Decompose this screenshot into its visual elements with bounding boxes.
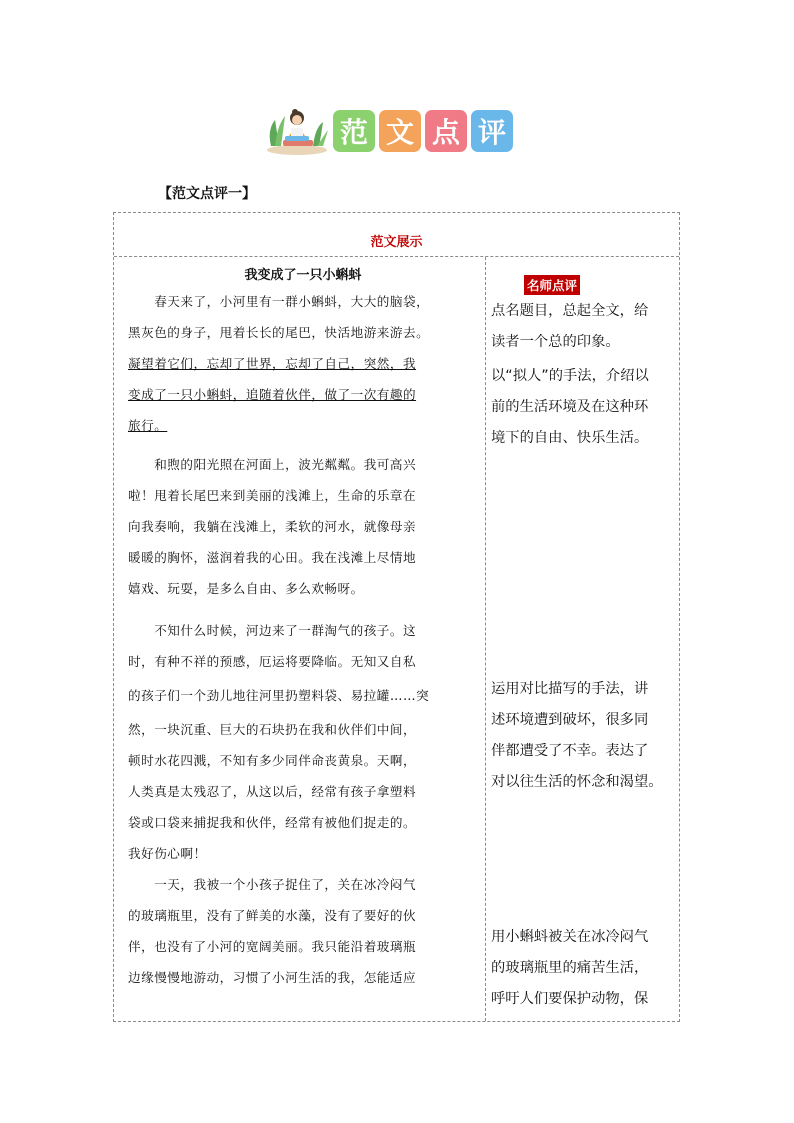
comment-line: 呼吁人们要保护动物，保 bbox=[491, 991, 649, 1007]
column-divider bbox=[485, 257, 486, 1021]
comment-line: 运用对比描写的手法，讲 bbox=[491, 681, 649, 697]
essay-line: 然，一块沉重、巨大的石块扔在我和伙伴们中间， bbox=[128, 722, 417, 737]
comment-block bbox=[491, 674, 677, 798]
banner-tile: 文 bbox=[379, 110, 421, 152]
essay-line: 凝望着它们，忘却了世界，忘却了自己，突然，我 bbox=[128, 356, 417, 371]
essay-line: 我好伤心啊！ bbox=[128, 846, 207, 861]
essay-line: 的玻璃瓶里，没有了鲜美的水藻，没有了要好的伙 bbox=[128, 908, 417, 923]
banner bbox=[265, 106, 513, 156]
reading-girl-illustration bbox=[265, 106, 329, 156]
essay-line: 暖暖的胸怀，滋润着我的心田。我在浅滩上尽情地 bbox=[128, 550, 417, 565]
comment-line: 以“拟人”的手法，介绍以 bbox=[491, 368, 649, 384]
section-label: 【范文点评一】 bbox=[158, 186, 256, 202]
essay-paragraph bbox=[128, 869, 478, 993]
comment-line: 用小蝌蚪被关在冰冷闷气 bbox=[491, 929, 649, 945]
banner-tile: 点 bbox=[425, 110, 467, 152]
comment-line: 伴都遭受了不幸。表达了 bbox=[491, 743, 649, 759]
essay-line: 一天，我被一个小孩子捉住了，关在冰冷闷气 bbox=[128, 877, 417, 892]
essay-line: 和煦的阳光照在河面上，波光粼粼。我可高兴 bbox=[128, 457, 417, 472]
essay-line: 时，有种不祥的预感，厄运将要降临。无知又自私 bbox=[128, 654, 417, 669]
essay-line: 嬉戏、玩耍，是多么自由、多么欢畅呀。 bbox=[128, 581, 364, 596]
comment-line: 境下的自由、快乐生活。 bbox=[491, 430, 649, 446]
comment-line: 的玻璃瓶里的痛苦生活， bbox=[491, 960, 649, 976]
comment-line: 前的生活环境及在这种环 bbox=[491, 399, 649, 415]
essay-column bbox=[128, 257, 478, 985]
essay-line: 顿时水花四溅，不知有多少同伴命丧黄泉。天啊， bbox=[128, 753, 417, 768]
comment-line: 述环境遭到破坏，很多同 bbox=[491, 712, 649, 728]
comment-block bbox=[491, 296, 677, 358]
comment-line: 点名题目，总起全文，给 bbox=[491, 303, 649, 319]
essay-line: 人类真是太残忍了，从这以后，经常有孩子拿塑料 bbox=[128, 784, 417, 799]
essay-paragraph bbox=[128, 615, 478, 869]
essay-line: 春天来了，小河里有一群小蝌蚪，大大的脑袋， bbox=[128, 294, 430, 309]
essay-paragraph bbox=[128, 286, 478, 441]
comment-line: 对以往生活的怀念和渴望。 bbox=[491, 774, 663, 790]
essay-line: 啦！甩着长尾巴来到美丽的浅滩上，生命的乐章在 bbox=[128, 488, 417, 503]
table-header: 范文展示 bbox=[114, 213, 679, 257]
essay-line: 边缘慢慢地游动，习惯了小河生活的我，怎能适应 bbox=[128, 970, 417, 985]
comment-block bbox=[491, 922, 677, 1015]
essay-line: 伴，也没有了小河的宽阔美丽。我只能沿着玻璃瓶 bbox=[128, 939, 417, 954]
comment-block bbox=[491, 361, 677, 454]
banner-title bbox=[333, 110, 513, 152]
essay-paragraph bbox=[128, 449, 478, 604]
essay-line: 向我奏响，我躺在浅滩上，柔软的河水，就像母亲 bbox=[128, 519, 417, 534]
essay-line: 袋或口袋来捕捉我和伙伴，经常有被他们捉走的。 bbox=[128, 815, 417, 830]
essay-line: 黑灰色的身子，甩着长长的尾巴，快活地游来游去。 bbox=[128, 325, 430, 340]
essay-table bbox=[113, 212, 680, 1022]
essay-line: 不知什么时候，河边来了一群淘气的孩子。这 bbox=[128, 623, 417, 638]
essay-line: 旅行。 bbox=[128, 418, 168, 433]
essay-line: 变成了一只小蝌蚪，追随着伙伴，做了一次有趣的 bbox=[128, 387, 417, 402]
comment-line: 读者一个总的印象。 bbox=[491, 334, 620, 350]
essay-line: 的孩子们一个劲儿地往河里扔塑料袋、易拉罐……突 bbox=[128, 688, 430, 703]
banner-tile: 评 bbox=[471, 110, 513, 152]
teacher-comment-badge: 名师点评 bbox=[524, 275, 580, 295]
essay-title: 我变成了一只小蝌蚪 bbox=[244, 268, 362, 283]
banner-tile: 范 bbox=[333, 110, 375, 152]
